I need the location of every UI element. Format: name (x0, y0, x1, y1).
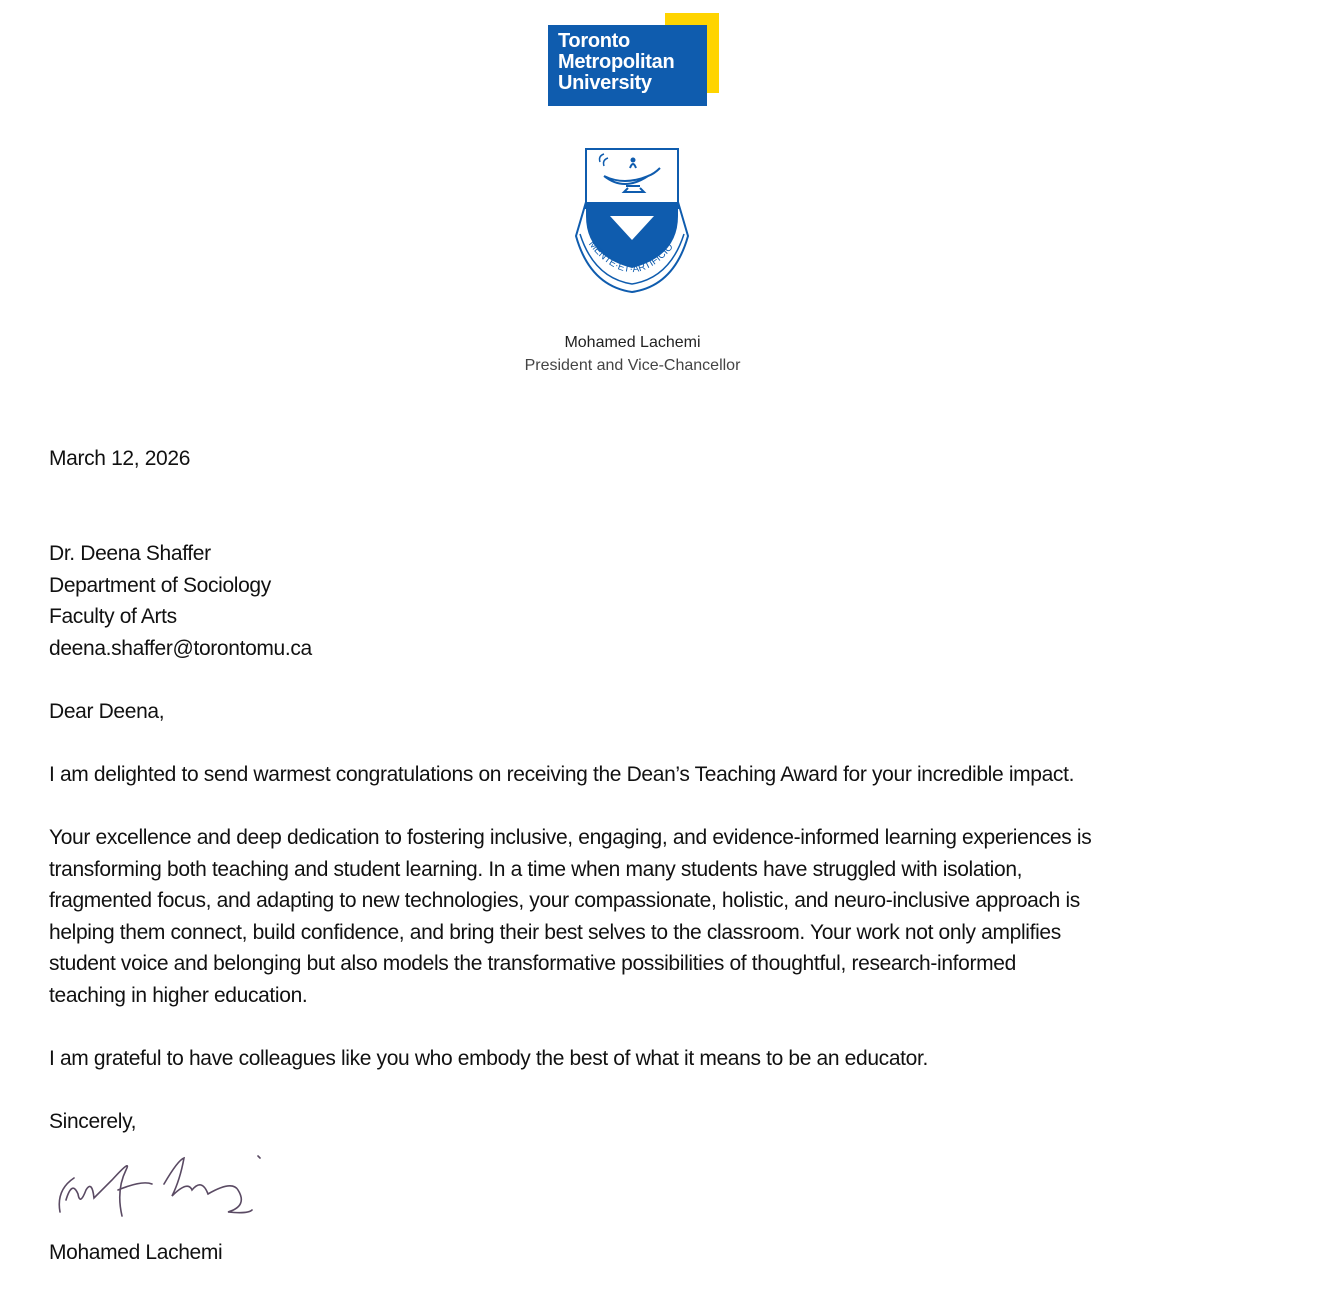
closing: Sincerely, (49, 1110, 137, 1133)
recipient-block (49, 538, 312, 664)
body-paragraph-2 (49, 822, 1091, 1012)
letter-date: March 12, 2026 (49, 447, 191, 470)
sender-name: Mohamed Lachemi (564, 334, 701, 351)
svg-text:MENTE·ET·ARTIFICIO: MENTE·ET·ARTIFICIO (586, 238, 676, 276)
logo-line: Metropolitan (558, 51, 675, 73)
recipient-name: Dr. Deena Shaffer (49, 542, 211, 565)
recipient-faculty: Faculty of Arts (49, 605, 177, 629)
body-paragraph-1: I am delighted to send warmest congratulations on receiving the Dean’s Teaching Award for your incredible impact. (49, 763, 1075, 786)
recipient-department: Department of Sociology (49, 573, 271, 597)
sender-title: President and Vice-Chancellor (524, 357, 741, 374)
body-paragraph-3: I am grateful to have colleagues like you who embody the best of what it means to be an educator. (49, 1047, 928, 1070)
paragraph-line: Your excellence and deep dedication to fostering inclusive, engaging, and evidence-informed learning experiences is (49, 826, 1092, 849)
logo-line: Toronto (558, 30, 630, 52)
university-crest-icon (570, 146, 694, 296)
signature-name: Mohamed Lachemi (49, 1241, 223, 1264)
paragraph-line: helping them connect, build confidence, and bring their best selves to the classroom. Your work not only amplifies (49, 920, 1061, 944)
paragraph-line: student voice and belonging but also models the transformative possibilities of thoughtful, research-informed (49, 952, 1016, 976)
handwritten-signature (52, 1150, 267, 1225)
salutation: Dear Deena, (49, 700, 165, 723)
logo-line: University (558, 72, 652, 94)
paragraph-line: fragmented focus, and adapting to new technologies, your compassionate, holistic, and neuro-inclusive approach is (49, 889, 1080, 913)
paragraph-line: transforming both teaching and student learning. In a time when many students have struggled with isolation, (49, 857, 1023, 881)
recipient-email: deena.shaffer@torontomu.ca (49, 636, 312, 660)
university-logo (548, 13, 719, 106)
logo-wordmark (548, 25, 707, 106)
paragraph-line: teaching in higher education. (49, 983, 308, 1007)
